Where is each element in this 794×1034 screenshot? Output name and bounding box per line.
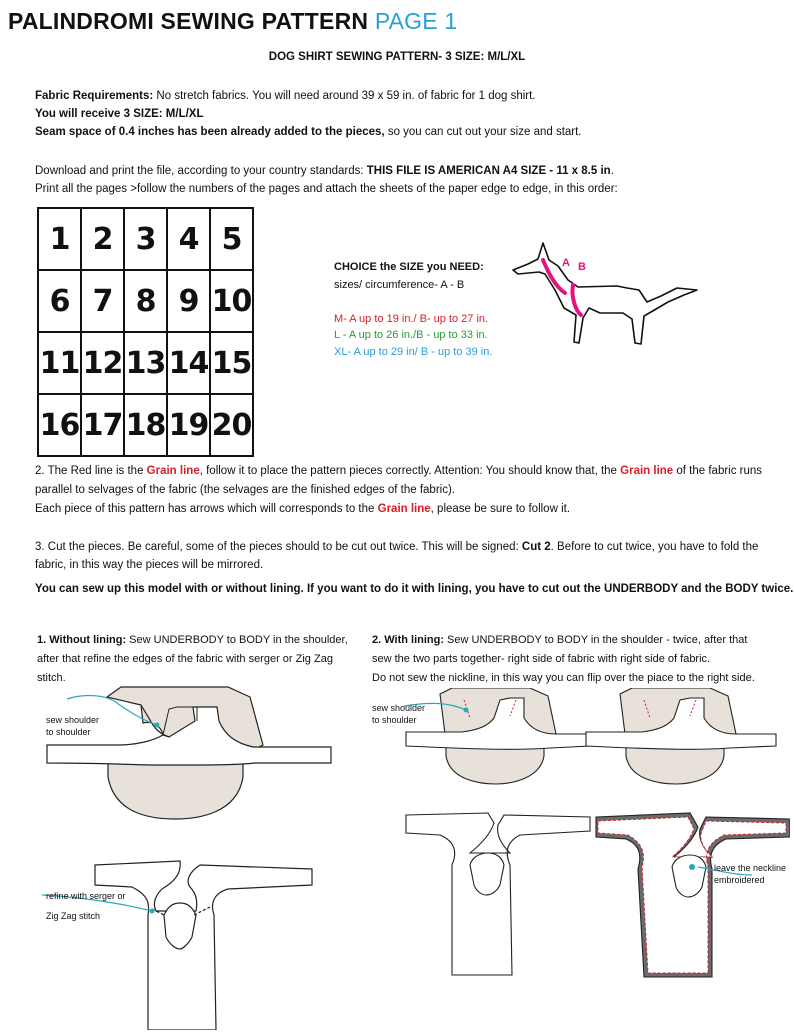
without-lining-heading: 1. Without lining: <box>37 634 127 646</box>
grid-cell: 10 <box>210 270 253 332</box>
pointer-dot <box>155 723 160 728</box>
with-lining-line-3: Do not sew the nickline, in this way you can flip over the piace to the right side. <box>372 672 755 684</box>
without-lining-line-2: after that refine the edges of the fabric with serger or Zig Zag <box>37 653 333 665</box>
p2-line3-b: , please be sure to follow it. <box>430 503 571 515</box>
with-lining-shoulder-diagram <box>400 688 780 788</box>
without-lining-shoulder-diagram <box>45 685 335 820</box>
grid-cell: 5 <box>210 208 253 270</box>
body-piece-3 <box>406 813 590 975</box>
sew-shoulder-label-2: to shoulder <box>46 727 91 737</box>
neckline-label <box>714 862 786 886</box>
grid-cell: 4 <box>167 208 210 270</box>
grid-row <box>38 270 253 332</box>
page-title <box>8 8 457 35</box>
print-order-line: Print all the pages >follow the numbers of the pages and attach the sheets of the paper edge to edge, in this order: <box>35 183 618 195</box>
grid-row <box>38 208 253 270</box>
size-xl-line: XL- A up to 29 in/ B - up to 39 in. <box>334 346 493 358</box>
cut-instruction <box>35 538 758 556</box>
with-lining-line-1 <box>372 631 747 649</box>
fabric-label: Fabric Requirements: <box>35 90 154 102</box>
grid-cell: 20 <box>210 394 253 456</box>
with-lining-text-1: Sew UNDERBODY to BODY in the shoulder - twice, after that <box>444 634 748 646</box>
grid-cell: 8 <box>124 270 167 332</box>
serger-label-2: Zig Zag stitch <box>46 911 101 921</box>
grid-cell: 19 <box>167 394 210 456</box>
with-lining-line-2: sew the two parts together- right side of fabric with right side of fabric. <box>372 653 711 665</box>
grid-cell: 3 <box>124 208 167 270</box>
seam-bold: Seam space of 0.4 inches has been already added to the pieces, <box>35 126 385 138</box>
serger-label-1: refine with serger or <box>46 891 126 901</box>
grain-line-instruction-2: parallel to selvages of the fabric (the selvages are the finished edges of the fabric). <box>35 484 455 496</box>
grid-cell: 17 <box>81 394 124 456</box>
pointer-dot <box>689 864 695 870</box>
pointer-dot <box>150 909 155 914</box>
download-end: . <box>610 165 614 177</box>
body-piece-2 <box>586 698 776 749</box>
measure-b-label: B <box>578 261 586 273</box>
grid-cell: 13 <box>124 332 167 394</box>
p2-text-c: of the fabric runs <box>673 465 763 477</box>
p2-text-b: , follow it to place the pattern pieces correctly. Attention: You should know that, the <box>199 465 621 477</box>
size-m-line: M- A up to 19 in./ B- up to 27 in. <box>334 313 489 325</box>
grid-cell: 15 <box>210 332 253 394</box>
grid-cell: 9 <box>167 270 210 332</box>
without-lining-line-3: stitch. <box>37 672 66 684</box>
with-lining-heading: 2. With lining: <box>372 634 444 646</box>
p2-text-a: 2. The Red line is the <box>35 465 147 477</box>
neckline-label-2: embroidered <box>714 875 765 885</box>
cut-2-term: Cut 2 <box>521 541 551 553</box>
grid-cell: 7 <box>81 270 124 332</box>
seam-text: so you can cut out your size and start. <box>384 126 582 138</box>
title-main: PALINDROMI SEWING PATTERN <box>8 8 369 34</box>
cut-instruction-2: fabric, in this way the pieces will be mirrored. <box>35 559 264 571</box>
sew-shoulder-label-1: sew shoulder <box>46 715 100 725</box>
without-lining-text-1: Sew UNDERBODY to BODY in the shoulder, <box>126 634 348 646</box>
pointer-dot <box>464 708 469 713</box>
grain-line-term: Grain line <box>620 465 674 477</box>
lining-note: You can sew up this model with or without lining. If you want to do it with lining, you have to cut out the UNDERBODY and the BODY twice. <box>35 583 794 595</box>
size-choice-subheading: sizes/ circumference- A - B <box>334 279 465 291</box>
grain-line-term: Grain line <box>377 503 431 515</box>
grid-cell: 11 <box>38 332 81 394</box>
grain-line-term: Grain line <box>146 465 200 477</box>
download-line <box>35 162 614 180</box>
with-lining-body-diagram <box>400 805 790 985</box>
title-page-number: PAGE 1 <box>374 8 458 34</box>
grid-cell: 2 <box>81 208 124 270</box>
fabric-text: No stretch fabrics. You will need around 39 x 59 in. of fabric for 1 dog shirt. <box>153 90 536 102</box>
grid-cell: 1 <box>38 208 81 270</box>
sizes-line: You will receive 3 SIZE: M/L/XL <box>35 108 204 120</box>
p2-line3-a: Each piece of this pattern has arrows which will corresponds to the <box>35 503 378 515</box>
download-bold: THIS FILE IS AMERICAN A4 SIZE - 11 x 8.5 in <box>366 165 611 177</box>
page-order-grid <box>37 207 254 457</box>
grid-cell: 16 <box>38 394 81 456</box>
download-text: Download and print the file, according to your country standards: <box>35 165 367 177</box>
fabric-requirements <box>35 87 536 105</box>
neckline-label-1: leave the neckline <box>714 863 787 873</box>
grid-cell: 14 <box>167 332 210 394</box>
with-lining-shoulder-label-1: sew shoulder <box>372 703 426 713</box>
without-lining-line-1 <box>37 631 348 649</box>
grid-row <box>38 332 253 394</box>
p3-text-b: . Before to cut twice, you have to fold the <box>550 541 759 553</box>
dog-measurement-illustration <box>505 240 715 365</box>
body-lower-piece <box>95 861 312 1030</box>
grain-line-instruction-3 <box>35 500 570 518</box>
with-lining-shoulder-label-2: to shoulder <box>372 715 417 725</box>
p3-text-a: 3. Cut the pieces. Be careful, some of the pieces should to be cut out twice. This will be signed: <box>35 541 522 553</box>
body-piece-1 <box>406 698 590 749</box>
measure-a-label: A <box>562 257 570 269</box>
subtitle: DOG SHIRT SEWING PATTERN- 3 SIZE: M/L/XL <box>268 51 526 63</box>
seam-line <box>35 123 582 141</box>
grid-cell: 18 <box>124 394 167 456</box>
grid-cell: 12 <box>81 332 124 394</box>
without-lining-serger-diagram <box>40 855 340 1030</box>
grain-line-instruction <box>35 462 762 480</box>
size-l-line: L - A up to 26 in./B - up to 33 in. <box>334 329 488 341</box>
grid-row <box>38 394 253 456</box>
grid-cell: 6 <box>38 270 81 332</box>
sew-shoulder-label <box>46 714 99 738</box>
size-choice-heading: CHOICE the SIZE you NEED: <box>334 261 484 273</box>
with-lining-shoulder-label <box>372 702 425 726</box>
